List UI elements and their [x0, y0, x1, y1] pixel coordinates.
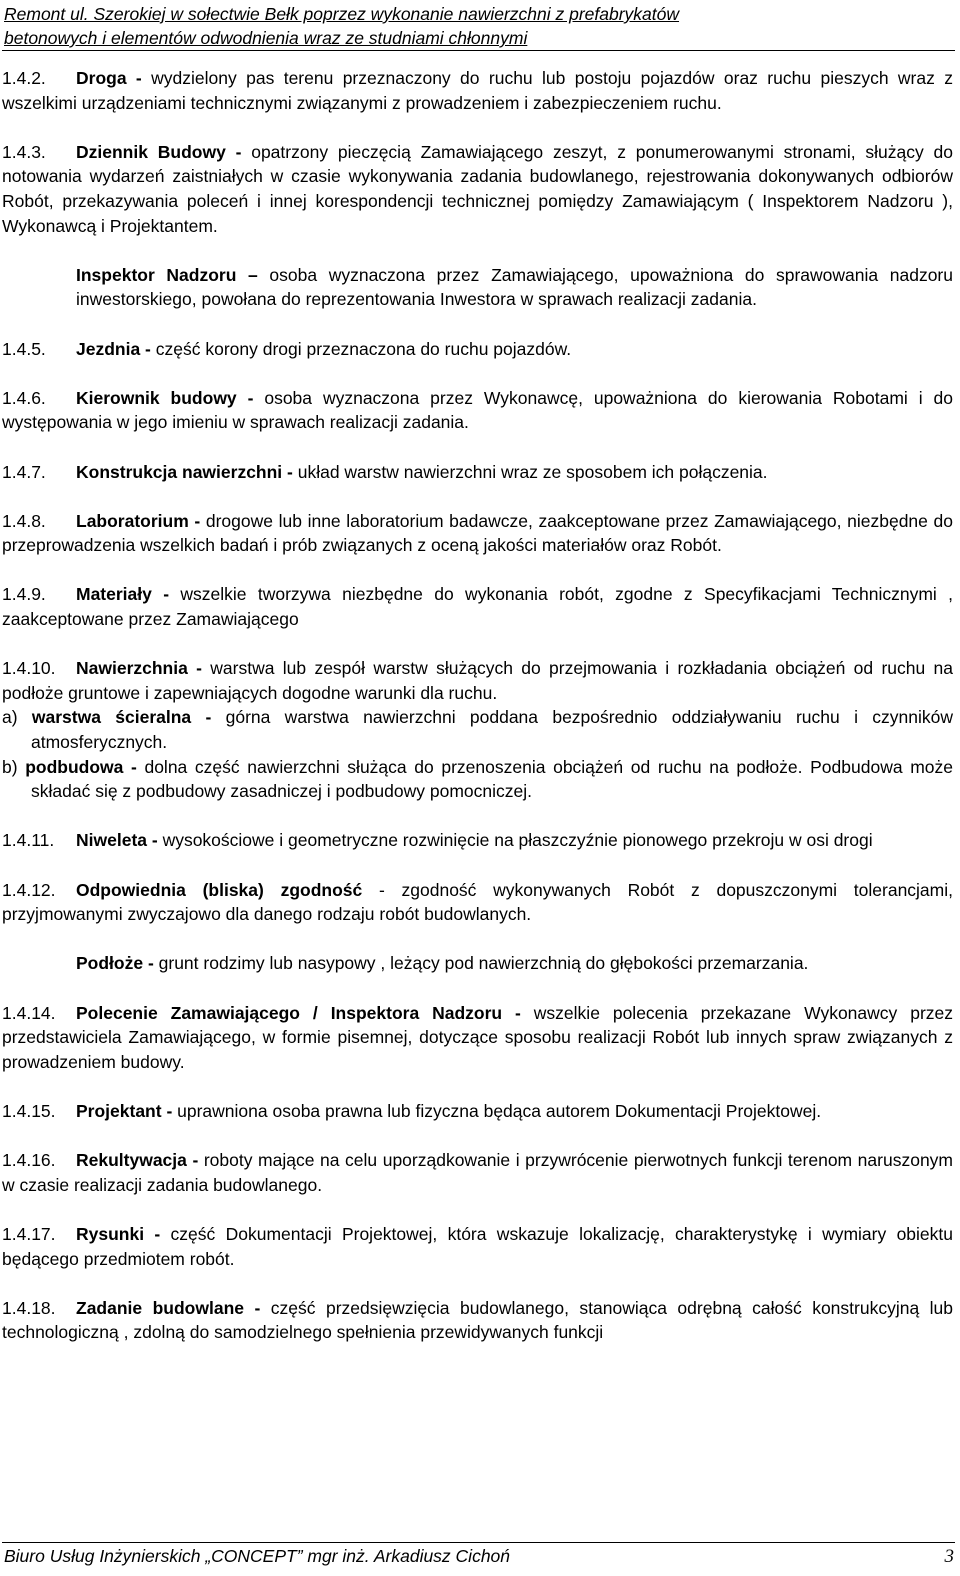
definition-1-4-6: [2, 386, 953, 435]
header-divider: [2, 50, 955, 51]
sublist-item-b: [2, 755, 953, 804]
definition-text: układ warstw nawierzchni wraz ze sposobem ich połączenia.: [292, 461, 768, 482]
definition-term: Dziennik Budowy -: [76, 141, 242, 162]
definition-number: [2, 263, 76, 288]
definition-number: 1.4.6.: [2, 387, 46, 408]
definition-term: Materiały -: [76, 584, 170, 605]
definition-term: Rekultywacja -: [76, 1150, 199, 1171]
definition-number: 1.4.2.: [2, 68, 46, 88]
definition-1-4-5: [2, 337, 953, 362]
definition-number: 1.4.16.: [2, 1150, 56, 1171]
definition-1-4-2: [2, 66, 953, 115]
definition-text: część korony drogi przeznaczona do ruchu pojazdów.: [150, 338, 572, 359]
definition-number: 1.4.18.: [2, 1297, 56, 1318]
definition-text: - zgodność wykonywanych Robót z dopuszczonymi tolerancjami, przyjmowanymi zwyczajowo dla danego rodzaju robót budowlanych.: [2, 879, 953, 925]
definition-term: Polecenie Zamawiającego / Inspektora Nadzoru -: [76, 1002, 521, 1023]
definition-text: część Dokumentacji Projektowej, która wskazuje lokalizację, charakterystykę i wymiary obiektu będącego przedmiotem robót.: [2, 1223, 953, 1269]
definition-text: warstwa lub zespół warstw służących do przejmowania i rozkładania obciążeń od ruchu na podłoże gruntowe i zapewniających dogodne warunki dla ruchu.: [2, 658, 953, 703]
definition-1-4-18: [2, 1296, 953, 1345]
header-line-2: betonowych i elementów odwodnienia wraz ze studniami chłonnymi: [4, 28, 528, 48]
definition-number: 1.4.17.: [2, 1223, 56, 1244]
definition-1-4-17: [2, 1222, 953, 1271]
definition-text: część przedsięwzięcia budowlanego, stanowiąca odrębną całość konstrukcyjną lub technologiczną , zdolną do samodzielnego spełnienia przewidywanych funkcji: [2, 1297, 954, 1343]
definition-number: 1.4.11.: [2, 830, 55, 851]
definition-number: [2, 951, 76, 976]
sublist-text: górna warstwa nawierzchni poddana bezpośrednio oddziaływaniu ruchu i czynników atmosferycznych.: [31, 707, 953, 753]
definition-text: osoba wyznaczona przez Wykonawcę, upoważniona do kierowania Robotami i do występowania w jego imieniu w sprawach realizacji zadania.: [2, 387, 953, 433]
definition-term: Rysunki -: [76, 1223, 161, 1244]
sublist-term: podbudowa -: [25, 756, 137, 777]
definition-number: 1.4.10.: [2, 658, 56, 679]
definition-1-4-10: [2, 656, 953, 705]
definition-text: wszelkie polecenia przekazane Wykonawcy przez przedstawiciela Zamawiającego, w formie pisemnej, dotyczące sposobu realizacji Robót lub innych spraw związanych z prowadzeniem budowy.: [2, 1002, 953, 1072]
definition-number: 1.4.9.: [2, 584, 46, 605]
definition-1-4-13: [2, 951, 953, 976]
definition-1-4-16: [2, 1148, 953, 1197]
definition-text: wydzielony pas terenu przeznaczony do ruchu lub postoju pojazdów oraz ruchu pieszych wraz z wszelkimi urządzeniami technicznymi związanymi z prowadzeniem i zabezpieczeniem ruchu.: [2, 68, 953, 113]
definition-text: wysokościowe i geometryczne rozwinięcie na płaszczyźnie pionowego przekroju w osi drogi: [157, 830, 873, 851]
definition-number: 1.4.8.: [2, 510, 46, 531]
definition-1-4-8: [2, 509, 953, 558]
sublist-label: a): [2, 707, 18, 728]
definition-1-4-15: [2, 1099, 953, 1124]
definition-number: 1.4.5.: [2, 338, 46, 359]
sublist-label: b): [2, 756, 18, 777]
sublist-item-a: [2, 705, 953, 754]
sublist-text: dolna część nawierzchni służąca do przenoszenia obciążeń od ruchu na podłoże. Podbudowa może składać się z podbudowy zasadniczej i podbudowy pomocniczej.: [31, 756, 953, 802]
header-line-1: Remont ul. Szerokiej w sołectwie Bełk poprzez wykonanie nawierzchni z prefabrykatów: [4, 4, 680, 24]
definition-term: Podłoże -: [76, 953, 154, 974]
definition-number: 1.4.12.: [2, 879, 56, 900]
footer-text: Biuro Usług Inżynierskich „CONCEPT” mgr inż. Arkadiusz Cichoń: [4, 1546, 511, 1566]
footer-divider: [2, 1542, 955, 1543]
definition-number: 1.4.3.: [2, 141, 46, 162]
definition-term: Zadanie budowlane -: [76, 1297, 261, 1318]
definition-1-4-11: [2, 828, 953, 853]
definition-text: roboty mające na celu uporządkowanie i przywrócenie pierwotnych funkcji terenom naruszonym w czasie realizacji zadania budowlanego.: [2, 1150, 954, 1195]
definition-1-4-7: [2, 460, 953, 485]
definition-term: Kierownik budowy -: [76, 387, 254, 408]
definition-1-4-3: [2, 140, 953, 238]
definition-term: Konstrukcja nawierzchni -: [76, 461, 293, 482]
definition-term: Inspektor Nadzoru –: [76, 264, 258, 285]
definition-term: Nawierzchnia -: [76, 658, 202, 679]
definition-text: grunt rodzimy lub nasypowy , leżący pod nawierzchnią do głębokości przemarzania.: [153, 953, 809, 974]
definition-term: Projektant -: [76, 1100, 173, 1121]
definition-number: 1.4.15.: [2, 1100, 56, 1121]
definition-text: osoba wyznaczona przez Zamawiającego, upoważniona do sprawowania nadzoru inwestorskiego, powołana do reprezentowania Inwestora w sprawach realizacji zadania.: [76, 264, 953, 310]
definition-term: Droga -: [76, 68, 142, 88]
definition-text: drogowe lub inne laboratorium badawcze, zaakceptowane przez Zamawiającego, niezbędne do przeprowadzenia wszelkich badań i prób związanych z oceną jakości materiałów oraz Robót.: [2, 510, 953, 556]
definition-term: Laboratorium -: [76, 510, 201, 531]
page-number: 3: [944, 1546, 954, 1567]
definition-1-4-9: [2, 582, 953, 631]
page-header: [4, 2, 954, 50]
definition-number: 1.4.14.: [2, 1002, 56, 1023]
definition-text: wszelkie tworzywa niezbędne do wykonania robót, zgodne z Specyfikacjami Technicznymi , zaakceptowane przez Zamawiającego: [2, 584, 953, 630]
sublist-term: warstwa ścieralna -: [31, 707, 212, 728]
document-body: [2, 66, 953, 1345]
definition-number: 1.4.7.: [2, 461, 46, 482]
definition-term: Odpowiednia (bliska) zgodność: [76, 879, 363, 900]
definition-term: Jezdnia -: [76, 338, 151, 359]
definition-1-4-14: [2, 1001, 953, 1075]
definition-text: opatrzony pieczęcią Zamawiającego zeszyt, z ponumerowanymi stronami, służący do notowania wydarzeń zaistniałych w czasie wykonywania zadania budowlanego, rejestrowania dokonywanych odbiorów Robót, przekazywania poleceń i innej korespondencji technicznej pomiędzy Zamawiającym ( Inspektorem Nadzoru ), Wykonawcą i Projektantem.: [2, 141, 953, 236]
definition-1-4-12: [2, 878, 953, 927]
definition-term: Niweleta -: [76, 830, 158, 851]
definition-1-4-4: [2, 263, 953, 312]
definition-text: uprawniona osoba prawna lub fizyczna będąca autorem Dokumentacji Projektowej.: [172, 1100, 822, 1121]
